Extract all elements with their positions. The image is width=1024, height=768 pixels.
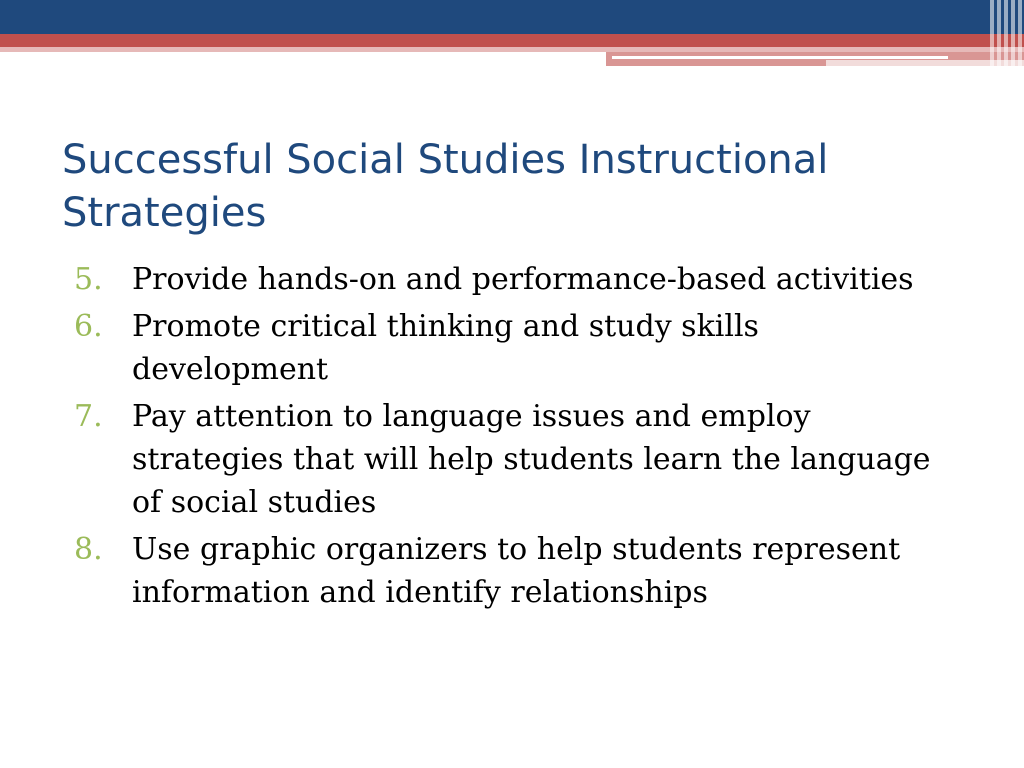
list-item (74, 258, 934, 301)
list-item (74, 528, 934, 614)
header-band-red (0, 34, 1024, 47)
list-item-number: 8. (74, 532, 103, 567)
slide-title: Successful Social Studies Instructional Strategies (62, 137, 829, 236)
list-item-text: Pay attention to language issues and employ strategies that will help students learn the language of social studies (132, 399, 931, 520)
list-item-text: Promote critical thinking and study skills development (132, 309, 759, 387)
strategy-list (74, 258, 934, 618)
list-item (74, 305, 934, 391)
header-band-blue (0, 0, 1024, 34)
header-band-white-line (612, 56, 948, 59)
list-item-number: 5. (74, 262, 103, 297)
list-item-text: Use graphic organizers to help students represent information and identify relationships (132, 532, 901, 610)
header-vertical-stripes (990, 0, 1024, 70)
list-item-number: 7. (74, 399, 103, 434)
list-item-number: 6. (74, 309, 103, 344)
list-item (74, 395, 934, 524)
list-item-text: Provide hands-on and performance-based activities (132, 262, 914, 297)
